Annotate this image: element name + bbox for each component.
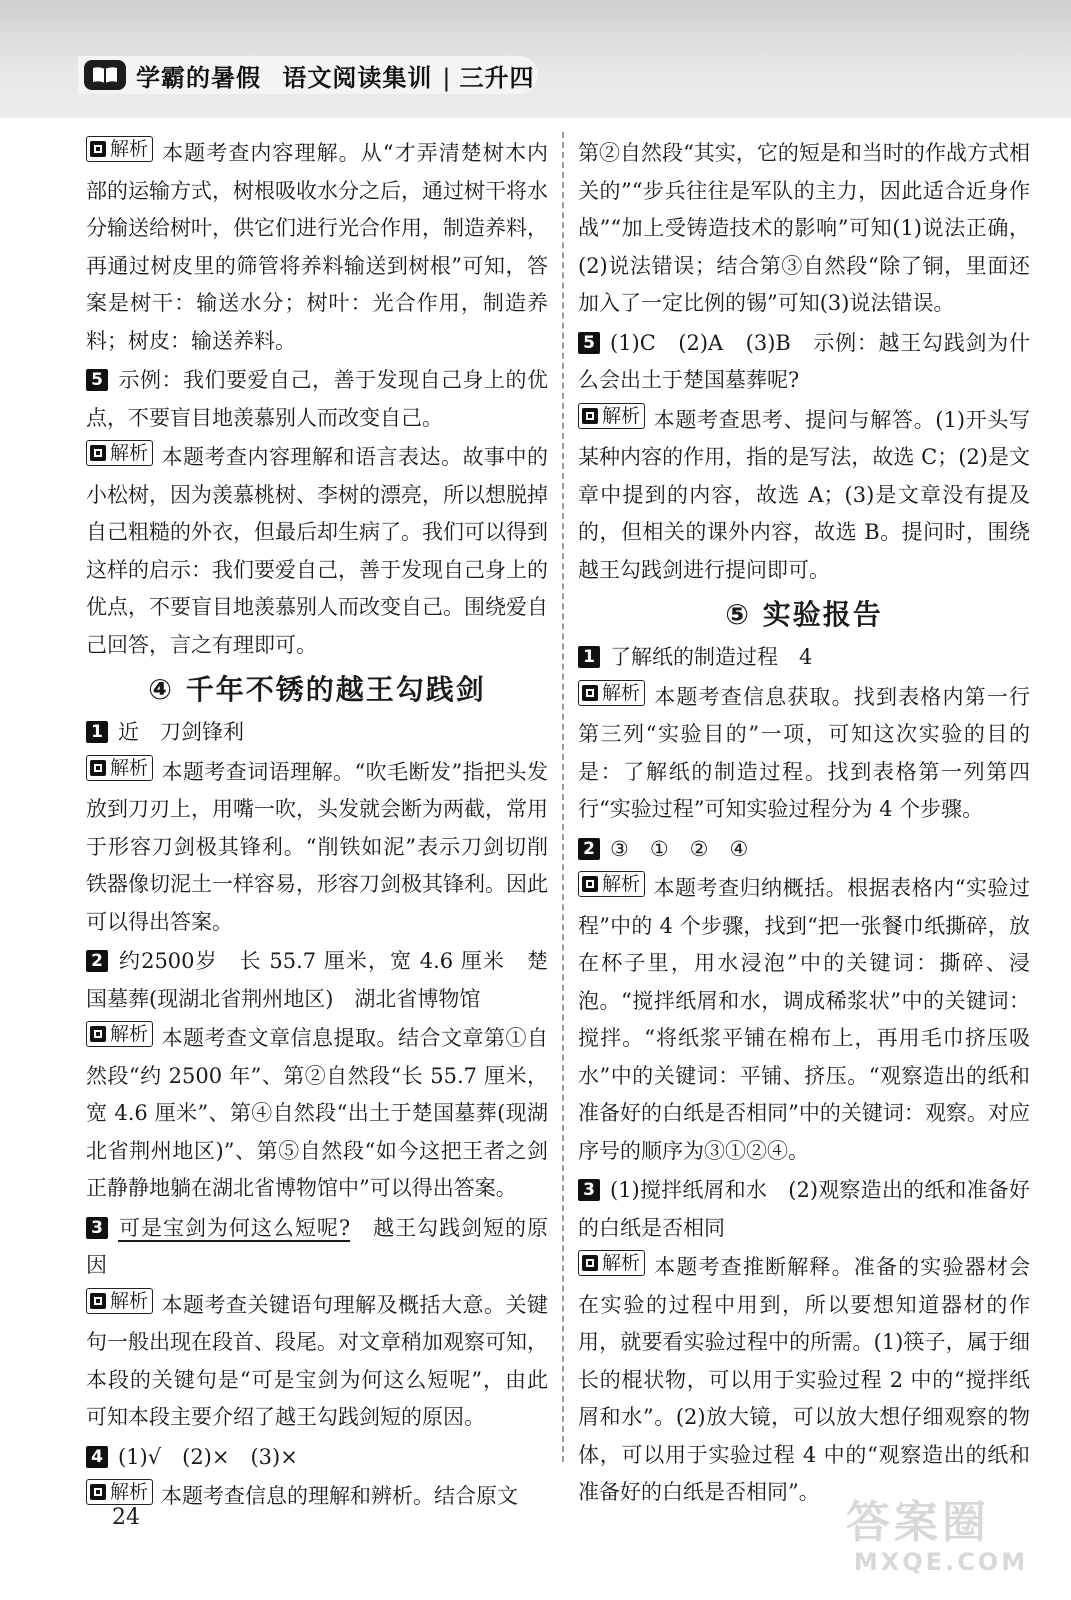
analysis-block: [578, 679, 1030, 829]
section-title-5: ⑤ 实验报告: [725, 598, 883, 631]
answer-text: (1)搅拌纸屑和水 (2)观察造出的纸和准备好的白纸是否相同: [578, 1178, 1030, 1240]
answer-text: 越王勾践剑短的原因: [86, 1215, 549, 1277]
watermark-logo: [846, 1498, 1036, 1588]
question-number-badge: 3: [86, 1217, 108, 1239]
analysis-tag: 解析: [86, 136, 153, 162]
analysis-text: 本题考查词语理解。“吹毛断发”指把头发放到刀刃上，用嘴一吹，头发就会断为两截，常用于形容刀剑极其锋利。“削铁如泥”表示刀剑切削铁器像切泥土一样容易，形容刀剑极其锋利。因此可以得出答案。: [86, 759, 548, 934]
question-number-badge: 3: [578, 1179, 600, 1201]
analysis-block: [86, 754, 548, 942]
analysis-tag: 解析: [578, 871, 645, 897]
analysis-tag: 解析: [86, 755, 153, 781]
analysis-block: [86, 1287, 548, 1437]
column-divider: [562, 132, 564, 1462]
page-number: 24: [112, 1505, 140, 1530]
answer-text: 近 刀剑锋利: [118, 720, 244, 744]
analysis-icon: [581, 684, 599, 702]
answer-text: 约2500岁 长 55.7 厘米，宽 4.6 厘米 楚国墓葬(现湖北省荆州地区) 湖北省博物馆: [86, 949, 548, 1011]
answer-text: (1)C (2)A (3)B 示例：越王勾践剑为什么会出土于楚国墓葬呢?: [578, 330, 1030, 392]
watermark-text: 答案圈: [846, 1497, 990, 1548]
question-number-badge: 2: [86, 950, 108, 972]
analysis-icon: [89, 444, 107, 462]
question-3: [578, 1172, 1030, 1247]
analysis-block: [86, 1020, 548, 1208]
analysis-tag: 解析: [86, 440, 153, 466]
grade-label: 三升四: [459, 63, 535, 92]
analysis-tag: 解析: [86, 1288, 153, 1314]
analysis-text: 本题考查归纳概括。根据表格内“实验过程”中的 4 个步骤，找到“把一张餐巾纸撕碎，放在杯子里，用水浸泡”中的关键词：撕碎、浸泡。“搅拌纸屑和水，调成稀浆状”中的关键词：搅拌。“将纸浆平铺在棉布上，再用毛巾挤压吸水”中的关键词：平铺、挤压。“观察造出的纸和准备好的白纸是否相同”中的关键词：观察。对应序号的顺序为③①②④。: [578, 876, 1030, 1163]
analysis-block: [578, 402, 1030, 590]
answer-text: 了解纸的制造过程 4: [610, 645, 813, 669]
question-4: [86, 1439, 548, 1477]
analysis-block: [578, 870, 1030, 1170]
analysis-tag: 解析: [578, 403, 645, 429]
analysis-text: 本题考查关键语句理解及概括大意。关键句一般出现在段首、段尾。对文章稍加观察可知，本段的关键句是“可是宝剑为何这么短呢”，由此可知本段主要介绍了越王勾践剑短的原因。: [86, 1292, 548, 1429]
right-column: [578, 135, 1030, 1512]
analysis-icon: [89, 1483, 107, 1501]
header-title: 学霸的暑假 语文阅读集训 | 三升四: [136, 63, 535, 92]
question-5: [86, 362, 548, 437]
answer-text: (1)√ (2)× (3)×: [118, 1444, 298, 1469]
analysis-continuation: 第②自然段“其实，它的短是和当时的作战方式相关的”“步兵往往是军队的主力，因此适合近身作战”“加上受铸造技术的影响”可知(1)说法正确，(2)说法错误；结合第③自然段“除了铜，里面还加入了一定比例的锡”可知(3)说法错误。: [578, 141, 1030, 315]
answer-text: 示例：我们要爱自己，善于发现自己身上的优点，不要盲目地羡慕别人而改变自己。: [86, 368, 548, 430]
question-3: [86, 1210, 548, 1285]
question-number-badge: 1: [86, 721, 108, 743]
header-title-bar: [78, 56, 538, 94]
analysis-text: 本题考查推断解释。准备的实验器材会在实验的过程中用到，所以要想知道器材的作用，就要看实验过程中的所需。(1)筷子，属于细长的棍状物，可以用于实验过程 2 中的“搅拌纸屑和水”。(2)放大镜，可以放大想仔细观察的物体，可以用于实验过程 4 中的“观察造出的纸和准备好的白纸是否相同”。: [578, 1255, 1030, 1504]
question-number-badge: 5: [86, 369, 108, 391]
answer-underlined: 可是宝剑为何这么短呢?: [118, 1215, 351, 1240]
analysis-tag: 解析: [578, 1250, 645, 1276]
section-title-4: ④ 千年不锈的越王勾践剑: [148, 673, 486, 706]
book-icon: [84, 60, 126, 90]
question-number-badge: 2: [578, 838, 600, 860]
answer-text: ③ ① ② ④: [610, 836, 749, 861]
analysis-icon: [581, 407, 599, 425]
analysis-tag: 解析: [578, 680, 645, 706]
analysis-icon: [89, 1025, 107, 1043]
analysis-icon: [89, 759, 107, 777]
question-1: [578, 639, 1030, 677]
question-1: [86, 714, 548, 752]
analysis-icon: [89, 140, 107, 158]
book-subtitle: 语文阅读集训: [282, 63, 433, 92]
page-header: [0, 0, 1071, 118]
question-number-badge: 1: [578, 646, 600, 668]
question-number-badge: 5: [578, 332, 600, 354]
analysis-tag: 解析: [86, 1479, 153, 1505]
analysis-text: 本题考查信息获取。找到表格内第一行第三列“实验目的”一项，可知这次实验的目的是：了解纸的制造过程。找到表格第一列第四行“实验过程”可知实验过程分为 4 个步骤。: [578, 684, 1030, 821]
analysis-text: 本题考查信息的理解和辨析。结合原文: [161, 1484, 519, 1508]
book-title: 学霸的暑假: [136, 63, 261, 92]
analysis-block: [86, 439, 548, 664]
analysis-tag: 解析: [86, 1021, 153, 1047]
question-2: [86, 943, 548, 1018]
analysis-icon: [89, 1292, 107, 1310]
analysis-block: [86, 135, 548, 360]
question-5: [578, 325, 1030, 400]
analysis-icon: [581, 1254, 599, 1272]
analysis-block: [86, 1478, 548, 1516]
left-column: [86, 135, 548, 1516]
analysis-text: 本题考查内容理解和语言表达。故事中的小松树，因为羡慕桃树、李树的漂亮，所以想脱掉自己粗糙的外衣，但最后却生病了。我们可以得到这样的启示：我们要爱自己，善于发现自己身上的优点，不要盲目地羡慕别人而改变自己。围绕爱自己回答，言之有理即可。: [86, 445, 548, 657]
watermark-url: MXQE.COM: [853, 1548, 1029, 1576]
analysis-icon: [581, 875, 599, 893]
question-number-badge: 4: [86, 1446, 108, 1468]
analysis-text: 本题考查文章信息提取。结合文章第①自然段“约 2500 年”、第②自然段“长 55.7 厘米，宽 4.6 厘米”、第④自然段“出土于楚国墓葬(现湖北省荆州地区)”、第⑤自然段“如今这把王者之剑正静静地躺在湖北省博物馆中”可以得出答案。: [86, 1026, 548, 1200]
question-2: [578, 831, 1030, 869]
analysis-block: [578, 1249, 1030, 1512]
analysis-text: 本题考查内容理解。从“才弄清楚树木内部的运输方式，树根吸收水分之后，通过树干将水分输送给树叶，供它们进行光合作用，制造养料，再通过树皮里的筛管将养料输送到树根”可知，答案是树干：输送水分；树叶：光合作用，制造养料；树皮：输送养料。: [86, 141, 548, 353]
analysis-text: 本题考查思考、提问与解答。(1)开头写某种内容的作用，指的是写法，故选 C；(2)是文章中提到的内容，故选 A；(3)是文章没有提及的，但相关的课外内容，故选 B。提问时，围绕越王勾践剑进行提问即可。: [578, 407, 1030, 582]
